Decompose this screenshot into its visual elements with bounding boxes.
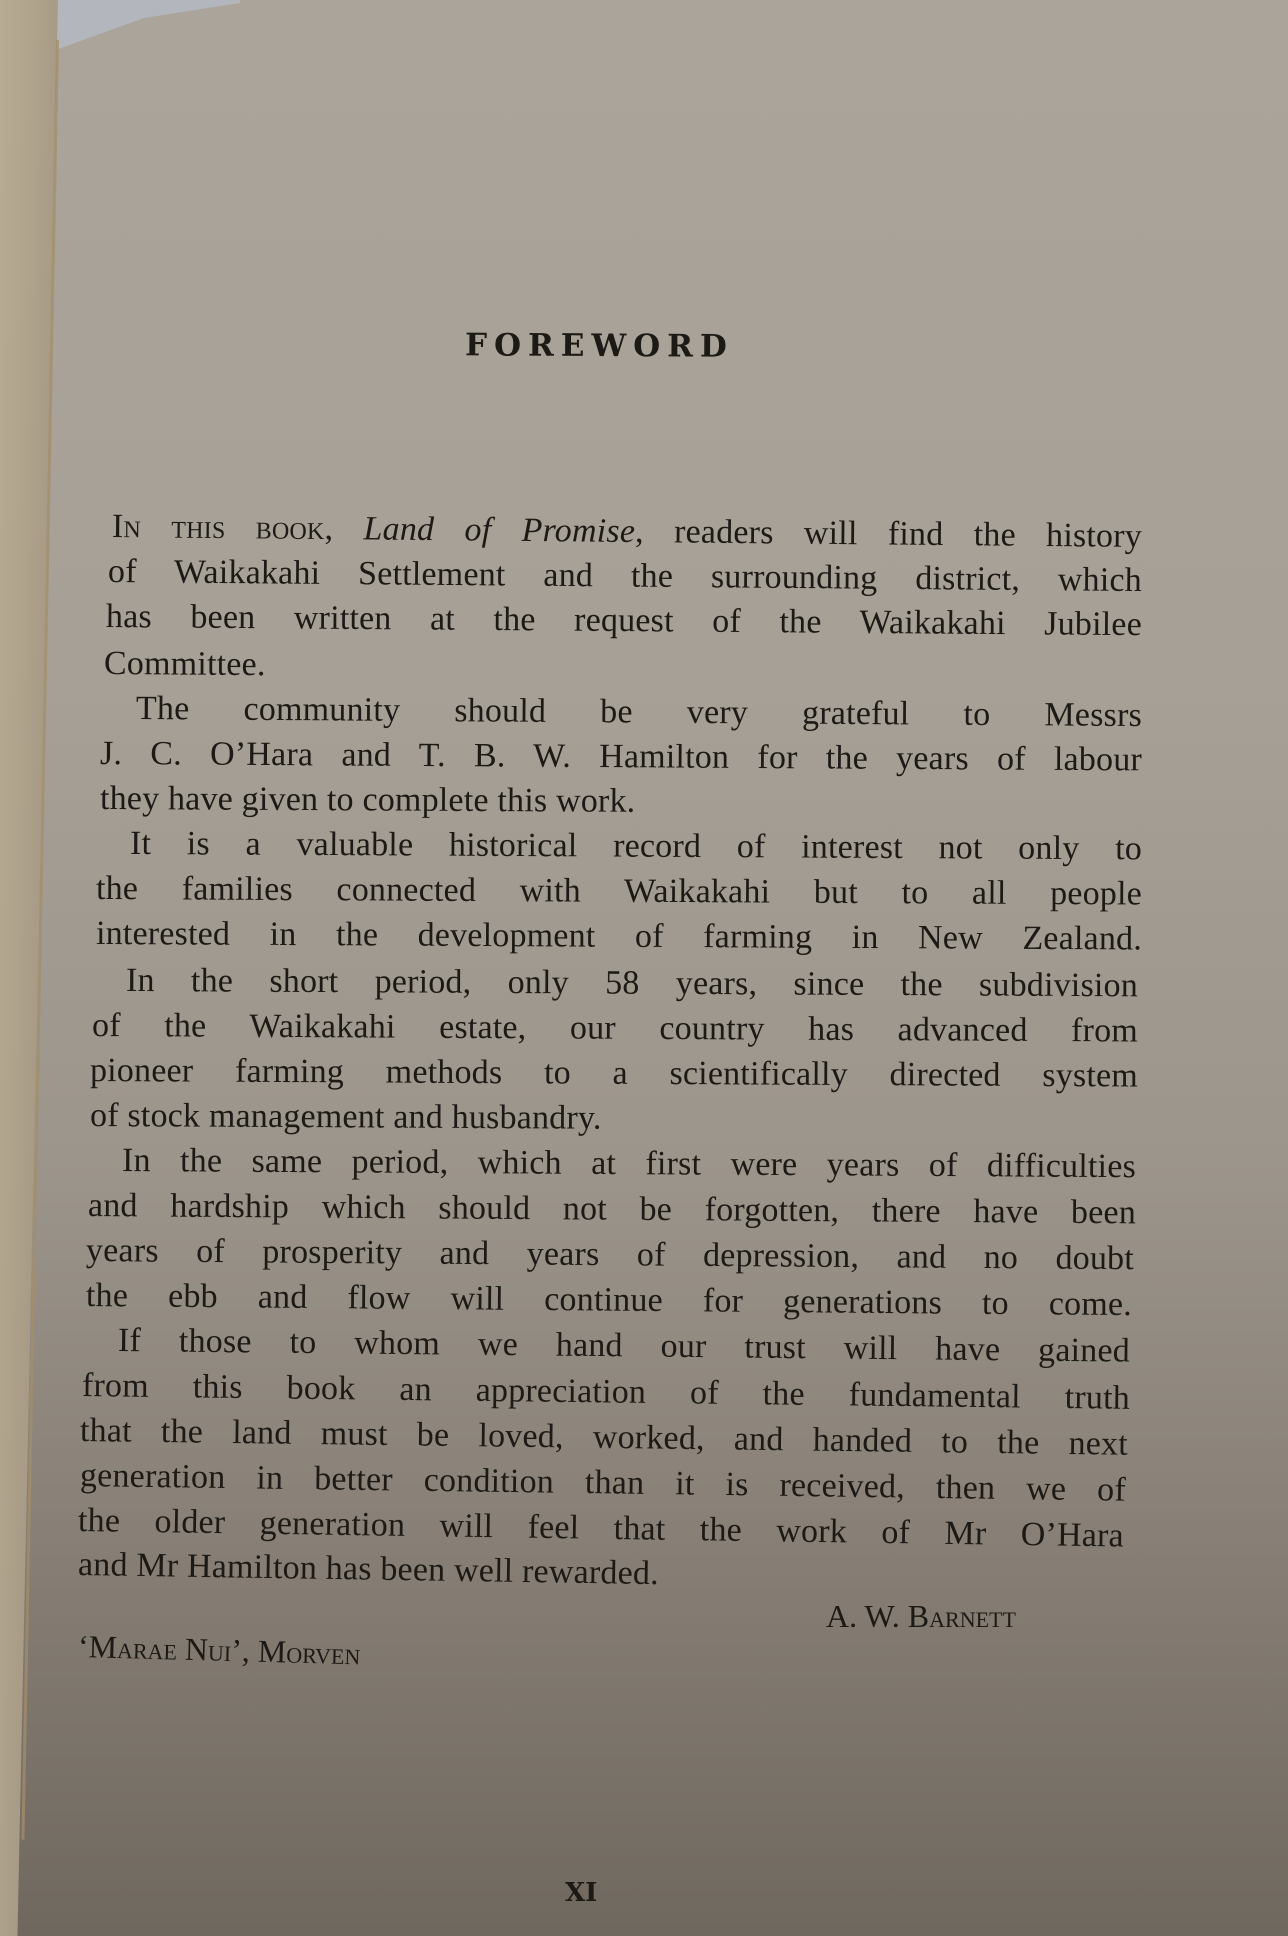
text-line: the ebb and flow will continue for generations to come. [85, 1277, 1133, 1324]
text-line: interested in the development of farming in New Zealand. [95, 915, 1143, 958]
lead-small-caps: In this book, [111, 508, 334, 548]
text-line: the older generation will feel that the work of Mr O’Hara [77, 1502, 1125, 1555]
text-line [112, 508, 1142, 556]
text-line: generation in better condition than it is received, then we of [79, 1457, 1127, 1509]
text-line: and hardship which should not be forgotten, there have been [87, 1187, 1137, 1232]
text-line: It is a valuable historical record of interest not only to [129, 825, 1143, 868]
text-line: they have given to complete this work. [99, 780, 636, 820]
author-signature: A. W. Barnett [826, 1598, 1016, 1634]
text-line: that the land must be loved, worked, and handed to the next [79, 1412, 1129, 1463]
text-line: If those to whom we hand our trust will have gained [117, 1322, 1131, 1370]
text-line: Committee. [103, 645, 266, 684]
page-title: FOREWORD [464, 327, 734, 365]
page-number: XI [565, 1878, 598, 1908]
text-line: J. C. O’Hara and T. B. W. Hamilton for the years of labour [99, 735, 1143, 779]
text-line: of stock management and husbandry. [89, 1097, 602, 1137]
text-line: and Mr Hamilton has been well rewarded. [77, 1546, 660, 1593]
author-location: ‘Marae Nui’, Morven [77, 1628, 361, 1672]
text-line: pioneer farming methods to a scientifically directed system [89, 1052, 1139, 1095]
text-line: In the same period, which at first were years of difficulties [121, 1142, 1137, 1186]
text-line: from this book an appreciation of the fundamental truth [81, 1367, 1131, 1417]
text-line: In the short period, only 58 years, since the subdivision [125, 962, 1139, 1005]
text-line: of the Waikakahi estate, our country has advanced from [91, 1007, 1139, 1050]
book-title-italic: Land of Promise [363, 510, 636, 551]
line-text: , readers will find the history [634, 513, 1143, 555]
text-line: years of prosperity and years of depression, and no doubt [85, 1232, 1135, 1278]
text-line: has been written at the request of the Waikakahi Jubilee [105, 598, 1143, 644]
text-line: the families connected with Waikakahi but to all people [95, 870, 1143, 913]
text-line: of Waikakahi Settlement and the surrounding district, which [107, 553, 1143, 600]
text-line: The community should be very grateful to Messrs [135, 690, 1143, 735]
